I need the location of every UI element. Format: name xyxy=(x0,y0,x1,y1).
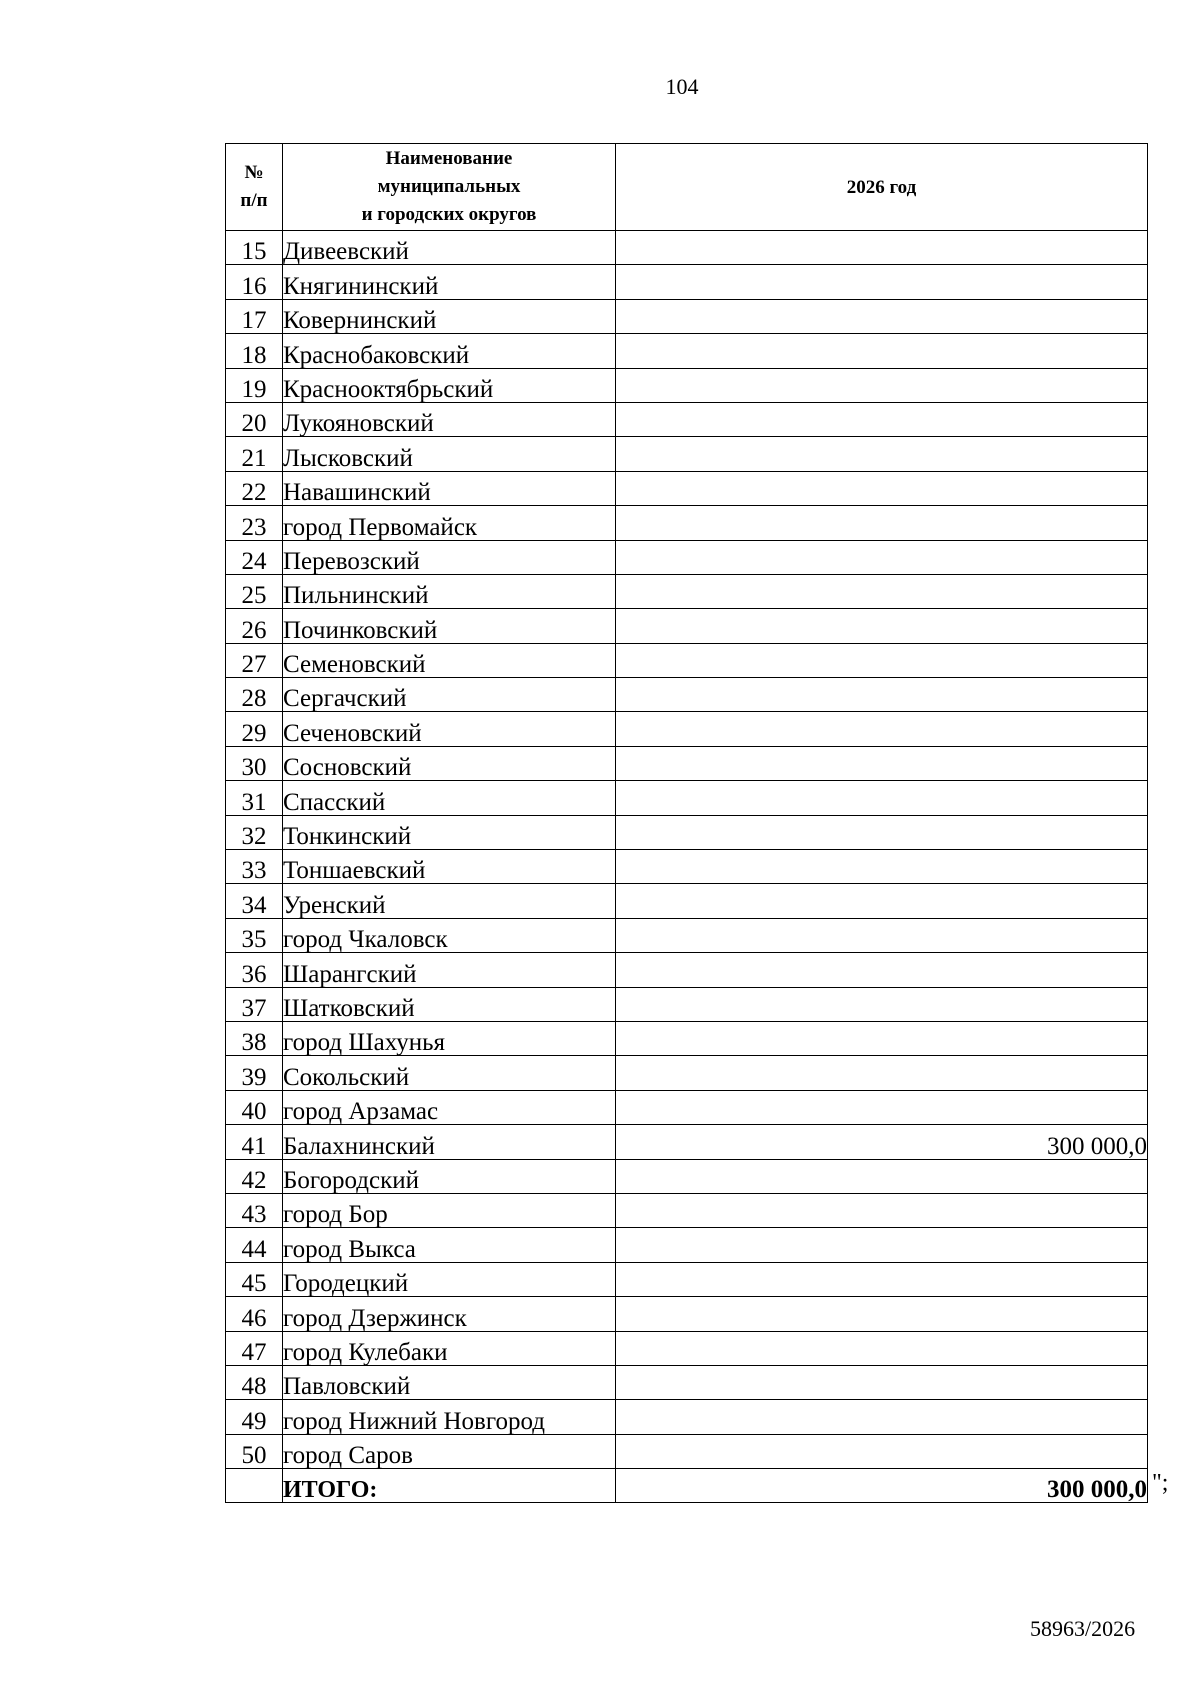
table-row xyxy=(226,781,1148,815)
table-row xyxy=(226,1228,1148,1262)
row-number: 40 xyxy=(226,1090,283,1124)
row-value xyxy=(616,643,1148,677)
header-number-line: п/п xyxy=(240,190,268,211)
row-number: 30 xyxy=(226,746,283,780)
row-number: 34 xyxy=(226,884,283,918)
row-number: 28 xyxy=(226,678,283,712)
row-name: город Бор xyxy=(283,1193,616,1227)
row-name: Сокольский xyxy=(283,1056,616,1090)
header-year: 2026 год xyxy=(616,144,1148,231)
row-name: город Шахунья xyxy=(283,1021,616,1055)
row-value xyxy=(616,987,1148,1021)
row-number: 36 xyxy=(226,953,283,987)
row-number: 41 xyxy=(226,1125,283,1159)
row-name: Уренский xyxy=(283,884,616,918)
row-value xyxy=(616,299,1148,333)
row-value xyxy=(616,609,1148,643)
table-row xyxy=(226,953,1148,987)
row-value xyxy=(616,1434,1148,1468)
row-value xyxy=(616,1331,1148,1365)
row-name: Починковский xyxy=(283,609,616,643)
row-name: Лукояновский xyxy=(283,402,616,436)
row-number: 29 xyxy=(226,712,283,746)
row-value xyxy=(616,953,1148,987)
table-row xyxy=(226,609,1148,643)
table-row xyxy=(226,1434,1148,1468)
row-value xyxy=(616,1365,1148,1399)
table-row xyxy=(226,265,1148,299)
row-value xyxy=(616,1297,1148,1331)
row-number: 23 xyxy=(226,506,283,540)
total-row xyxy=(226,1469,1148,1503)
row-name: город Выкса xyxy=(283,1228,616,1262)
row-number: 48 xyxy=(226,1365,283,1399)
row-name: Перевозский xyxy=(283,540,616,574)
row-number: 33 xyxy=(226,850,283,884)
row-number: 50 xyxy=(226,1434,283,1468)
table-row xyxy=(226,471,1148,505)
row-value xyxy=(616,1193,1148,1227)
row-number: 35 xyxy=(226,918,283,952)
table-row xyxy=(226,1090,1148,1124)
row-number: 20 xyxy=(226,402,283,436)
row-name: Краснооктябрьский xyxy=(283,368,616,402)
total-value: 300 000,0 xyxy=(616,1469,1148,1503)
table-row xyxy=(226,746,1148,780)
row-value xyxy=(616,1262,1148,1296)
closing-quote-mark: "; xyxy=(1152,1470,1169,1496)
row-value xyxy=(616,815,1148,849)
table-row xyxy=(226,231,1148,265)
table-row xyxy=(226,1365,1148,1399)
table-row xyxy=(226,1021,1148,1055)
row-value xyxy=(616,781,1148,815)
total-label: ИТОГО: xyxy=(283,1469,616,1503)
table-header-row xyxy=(226,144,1148,231)
row-number: 37 xyxy=(226,987,283,1021)
header-name xyxy=(283,144,616,231)
row-name: город Нижний Новгород xyxy=(283,1400,616,1434)
row-number: 31 xyxy=(226,781,283,815)
row-number: 49 xyxy=(226,1400,283,1434)
row-number: 43 xyxy=(226,1193,283,1227)
row-name: Сеченовский xyxy=(283,712,616,746)
row-name: Навашинский xyxy=(283,471,616,505)
row-name: Тоншаевский xyxy=(283,850,616,884)
row-name: Сосновский xyxy=(283,746,616,780)
table-row xyxy=(226,1159,1148,1193)
row-name: Лысковский xyxy=(283,437,616,471)
row-name: Павловский xyxy=(283,1365,616,1399)
row-number: 47 xyxy=(226,1331,283,1365)
row-number: 22 xyxy=(226,471,283,505)
table-row xyxy=(226,712,1148,746)
row-name: Городецкий xyxy=(283,1262,616,1296)
row-number: 32 xyxy=(226,815,283,849)
row-value xyxy=(616,334,1148,368)
table-row xyxy=(226,850,1148,884)
row-name: город Кулебаки xyxy=(283,1331,616,1365)
row-name: Балахнинский xyxy=(283,1125,616,1159)
row-number: 21 xyxy=(226,437,283,471)
table-row xyxy=(226,815,1148,849)
row-name: Краснобаковский xyxy=(283,334,616,368)
row-name: Княгининский xyxy=(283,265,616,299)
table-row xyxy=(226,540,1148,574)
header-number xyxy=(226,144,283,231)
row-name: Спасский xyxy=(283,781,616,815)
row-value xyxy=(616,368,1148,402)
row-value xyxy=(616,574,1148,608)
row-value xyxy=(616,437,1148,471)
row-value xyxy=(616,471,1148,505)
row-value xyxy=(616,506,1148,540)
row-value xyxy=(616,402,1148,436)
row-name: Сергачский xyxy=(283,678,616,712)
table-row xyxy=(226,987,1148,1021)
table-row xyxy=(226,506,1148,540)
row-number: 19 xyxy=(226,368,283,402)
header-number-line: № xyxy=(244,162,264,183)
row-name: город Арзамас xyxy=(283,1090,616,1124)
page-number: 104 xyxy=(665,74,699,99)
row-value xyxy=(616,918,1148,952)
row-value xyxy=(616,1228,1148,1262)
table-row xyxy=(226,437,1148,471)
row-name: Ковернинский xyxy=(283,299,616,333)
row-value xyxy=(616,746,1148,780)
table-row xyxy=(226,1193,1148,1227)
row-name: Дивеевский xyxy=(283,231,616,265)
table-row xyxy=(226,1125,1148,1159)
table-row xyxy=(226,368,1148,402)
table-row xyxy=(226,1400,1148,1434)
row-number: 45 xyxy=(226,1262,283,1296)
row-name: город Дзержинск xyxy=(283,1297,616,1331)
row-number: 27 xyxy=(226,643,283,677)
row-number: 15 xyxy=(226,231,283,265)
row-value xyxy=(616,231,1148,265)
row-value xyxy=(616,678,1148,712)
row-value xyxy=(616,1056,1148,1090)
row-number: 38 xyxy=(226,1021,283,1055)
row-number: 24 xyxy=(226,540,283,574)
header-name-line: Наименование xyxy=(385,148,513,169)
total-num-cell xyxy=(226,1469,283,1503)
row-number: 18 xyxy=(226,334,283,368)
table-row xyxy=(226,884,1148,918)
table-row xyxy=(226,574,1148,608)
table-row xyxy=(226,1331,1148,1365)
header-name-line: и городских округов xyxy=(361,204,537,225)
table-row xyxy=(226,1262,1148,1296)
row-number: 16 xyxy=(226,265,283,299)
header-name-line: муниципальных xyxy=(377,176,521,197)
row-number: 44 xyxy=(226,1228,283,1262)
row-value xyxy=(616,1021,1148,1055)
row-number: 26 xyxy=(226,609,283,643)
row-name: город Первомайск xyxy=(283,506,616,540)
table-row xyxy=(226,334,1148,368)
row-number: 39 xyxy=(226,1056,283,1090)
row-name: Шарангский xyxy=(283,953,616,987)
table-row xyxy=(226,299,1148,333)
row-value xyxy=(616,1090,1148,1124)
row-name: Пильнинский xyxy=(283,574,616,608)
row-name: Богородский xyxy=(283,1159,616,1193)
row-value: 300 000,0 xyxy=(616,1125,1148,1159)
row-number: 42 xyxy=(226,1159,283,1193)
table-row xyxy=(226,1297,1148,1331)
row-value xyxy=(616,1159,1148,1193)
table-row xyxy=(226,678,1148,712)
table-row xyxy=(226,643,1148,677)
row-value xyxy=(616,884,1148,918)
row-name: город Саров xyxy=(283,1434,616,1468)
row-name: город Чкаловск xyxy=(283,918,616,952)
allocation-table xyxy=(225,143,1148,1503)
row-number: 46 xyxy=(226,1297,283,1331)
table-row xyxy=(226,918,1148,952)
table-row xyxy=(226,402,1148,436)
row-value xyxy=(616,712,1148,746)
row-value xyxy=(616,540,1148,574)
row-value xyxy=(616,265,1148,299)
table-row xyxy=(226,1056,1148,1090)
row-value xyxy=(616,850,1148,884)
row-name: Тонкинский xyxy=(283,815,616,849)
row-name: Семеновский xyxy=(283,643,616,677)
row-number: 25 xyxy=(226,574,283,608)
table-body xyxy=(226,231,1148,1503)
document-code: 58963/2026 xyxy=(1030,1616,1136,1641)
row-name: Шатковский xyxy=(283,987,616,1021)
row-number: 17 xyxy=(226,299,283,333)
row-value xyxy=(616,1400,1148,1434)
